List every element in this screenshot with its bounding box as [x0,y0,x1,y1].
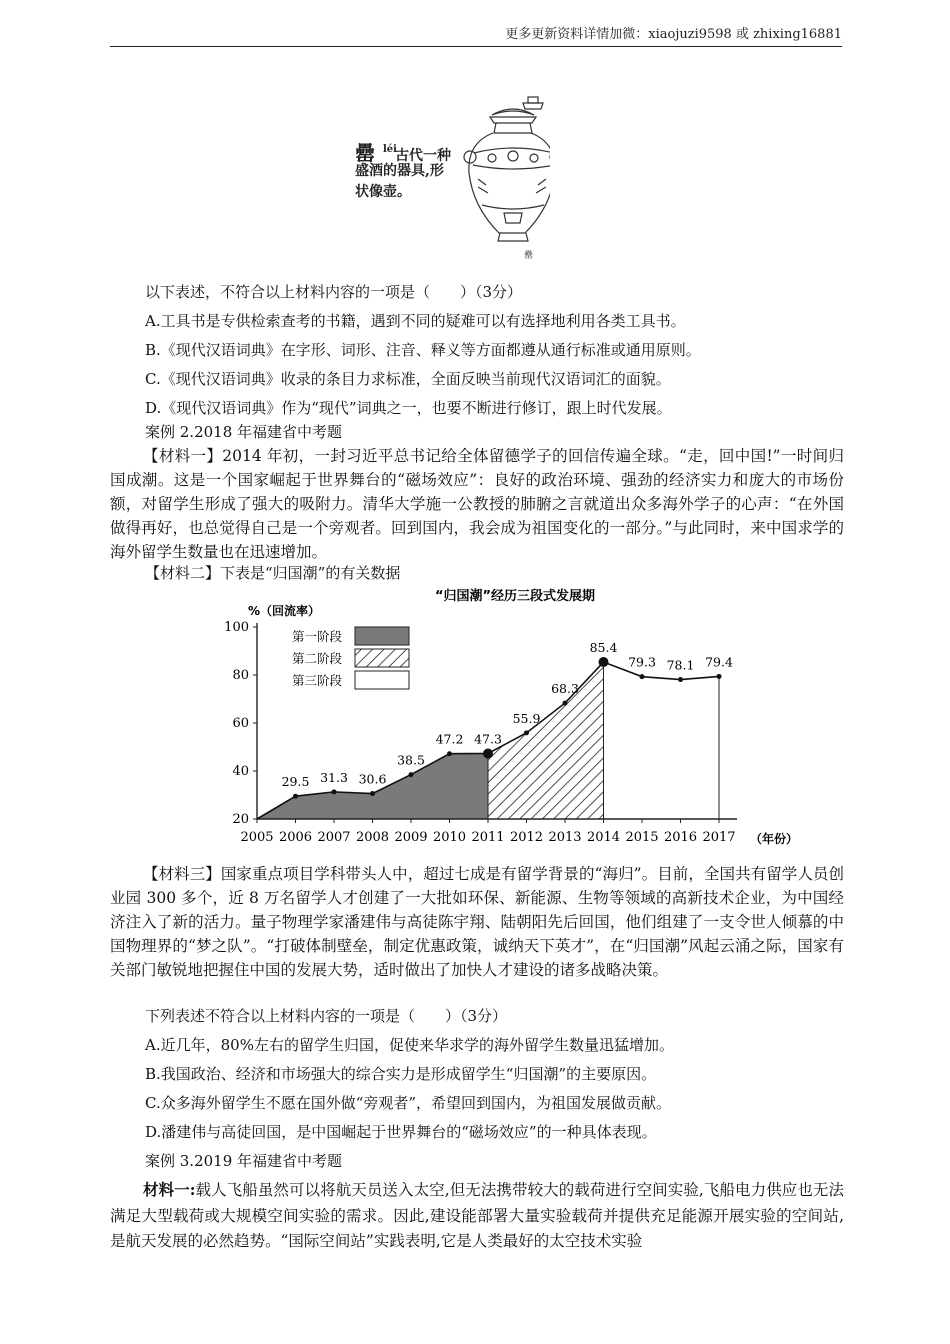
q2-option-c: C.众多海外留学生不愿在国外做“旁观者”，希望回到国内，为祖国发展做贡献。 [145,1094,672,1112]
data-label: 79.3 [628,654,656,670]
legend-label: 第一阶段 [292,629,343,644]
case3-lead: 材料一: [143,1180,196,1199]
vase-line2: 盛酒的器具,形 [355,163,444,179]
x-tick-label: 2016 [663,830,698,845]
vase-label: 罍 [524,251,534,261]
stage2-area [488,662,604,819]
chart-title: “归国潮”经历三段式发展期 [434,589,596,604]
case3-title: 案例 3.2019 年福建省中考题 [145,1152,343,1170]
data-point [370,791,375,796]
data-point [447,751,452,756]
case3-material1 [110,1177,844,1255]
data-point [293,794,298,799]
data-point [563,701,568,706]
q2-option-b: B.我国政治、经济和市场强大的综合实力是形成留学生“归国潮”的主要原因。 [145,1065,657,1083]
y-tick-label: 20 [232,812,249,827]
q2-stem: 下列表述不符合以上材料内容的一项是（ ）（3分） [145,1007,508,1025]
q2-option-a: A.近几年，80%左右的留学生归国，促使来华求学的海外留学生数量迅猛增加。 [145,1036,674,1054]
x-tick-label: 2009 [394,830,428,845]
data-label: 29.5 [281,774,310,790]
data-point [717,674,722,679]
case2-material3: 【材料三】国家重点项目学科带头人中，超过七成是有留学背景的“海归”。目前，全国共有留学人员创业园 300 多个，近 8 万名留学人才创建了一大批如环保、新能源、生物等领域的高新技术企业，为中国经济注入了新的活力。量子物理学家潘建伟与高徒陈宇翔、陆朝阳先后回国，他们组建了一支令世人倾慕的中国物理界的“梦之队”。“打破体制壁垒，制定优惠政策，诚纳天下英才”，在“归国潮”风起云涌之际，国家有关部门敏锐地把握住中国的发展大势，适时做出了加快人才建设的诸多战略决策。 [110,865,844,979]
legend-label: 第三阶段 [292,673,343,688]
case2-title: 案例 2.2018 年福建省中考题 [145,423,343,441]
case2-material2: 【材料二】下表是“归国潮”的有关数据 [145,564,401,582]
x-tick-label: 2007 [317,830,351,845]
case3-text: 载人飞船虽然可以将航天员送入太空,但无法携带较大的载荷进行空间实验,飞船电力供应也无法满足大型载荷或大规模空间实验的需求。因此,建设能部署大量实验载荷并提供充足能源开展实验的空间站,是航天发展的必然趋势。“国际空间站”实践表明,它是人类最好的太空技术实验 [110,1181,844,1250]
y-tick-label: 80 [232,668,249,683]
x-tick-label: 2015 [625,830,659,845]
y-tick-label: 100 [224,620,249,635]
data-label: 68.3 [551,681,579,697]
vase-pinyin: léi [383,144,397,155]
data-label: 55.9 [512,710,541,726]
q1-option-c: C.《现代汉语词典》收录的条目力求标准，全面反映当前现代汉语词汇的面貌。 [145,370,671,388]
chart-ylabel: %（回流率） [248,604,321,618]
data-point [599,657,609,667]
data-point [524,730,529,735]
legend-swatch [355,649,409,667]
vase-caption [355,143,485,203]
y-tick-label: 40 [232,764,249,779]
chart-xlabel: （年份） [750,832,799,846]
x-tick-label: 2011 [471,830,505,845]
vase-line3: 状像壶。 [355,184,411,200]
q1-option-d: D.《现代汉语词典》作为“现代”词典之一，也要不断进行修订，跟上时代发展。 [145,399,672,417]
x-tick-label: 2013 [548,830,582,845]
q1-option-b: B.《现代汉语词典》在字形、词形、注音、释义等方面都遵从通行标准或通用原则。 [145,341,701,359]
data-point [640,674,645,679]
data-label: 31.3 [320,769,348,785]
stage3-area [604,662,720,819]
data-point [409,772,414,777]
legend-swatch [355,671,409,689]
x-tick-label: 2012 [509,830,544,845]
vase-char: 罍 [355,141,375,165]
legend-swatch [355,627,409,645]
data-label: 85.4 [589,640,618,656]
data-point [678,677,683,682]
x-tick-label: 2008 [355,830,390,845]
q2-option-d: D.潘建伟与高徒回国，是中国崛起于世界舞台的“磁场效应”的一种具体表现。 [145,1123,657,1141]
data-point [332,789,337,794]
vase-line1: 古代一种 [395,148,451,164]
page-header: 更多更新资料详情加微：xiaojuzi9598 或 zhixing16881 [110,22,842,47]
x-tick-label: 2010 [432,830,467,845]
data-label: 38.5 [397,752,425,768]
data-label: 78.1 [666,657,695,673]
data-label: 47.2 [435,731,464,747]
data-label: 79.4 [705,654,733,670]
return-wave-chart [210,585,820,855]
data-label: 47.3 [474,731,502,747]
data-point [483,748,493,758]
case2-material1: 【材料一】2014 年初，一封习近平总书记给全体留德学子的回信传遍全球。“走，回中国!”一时间归国成潮。这是一个国家崛起于世界舞台的“磁场效应”：良好的政治环境、强劲的经济实力和庞大的市场份额，对留学生形成了强大的吸附力。清华大学施一公教授的肺腑之言就道出众多海外学子的心声：“在外国做得再好，也总觉得自己是一个旁观者。回到国内，我会成为祖国变化的一部分。”与此同时，来中国求学的海外留学生数量也在迅速增加。 [110,447,844,561]
vase-knob [528,97,538,103]
x-tick-label: 2005 [240,830,274,845]
q1-option-a: A.工具书是专供检索查考的书籍，遇到不同的疑难可以有选择地利用各类工具书。 [145,312,686,330]
q1-stem: 以下表述，不符合以上材料内容的一项是（ ）（3分） [145,283,523,301]
x-tick-label: 2006 [278,830,313,845]
legend-label: 第二阶段 [292,651,343,666]
x-tick-label: 2017 [702,830,736,845]
x-tick-label: 2014 [586,830,621,845]
y-tick-label: 60 [232,716,249,731]
data-label: 30.6 [358,771,387,787]
